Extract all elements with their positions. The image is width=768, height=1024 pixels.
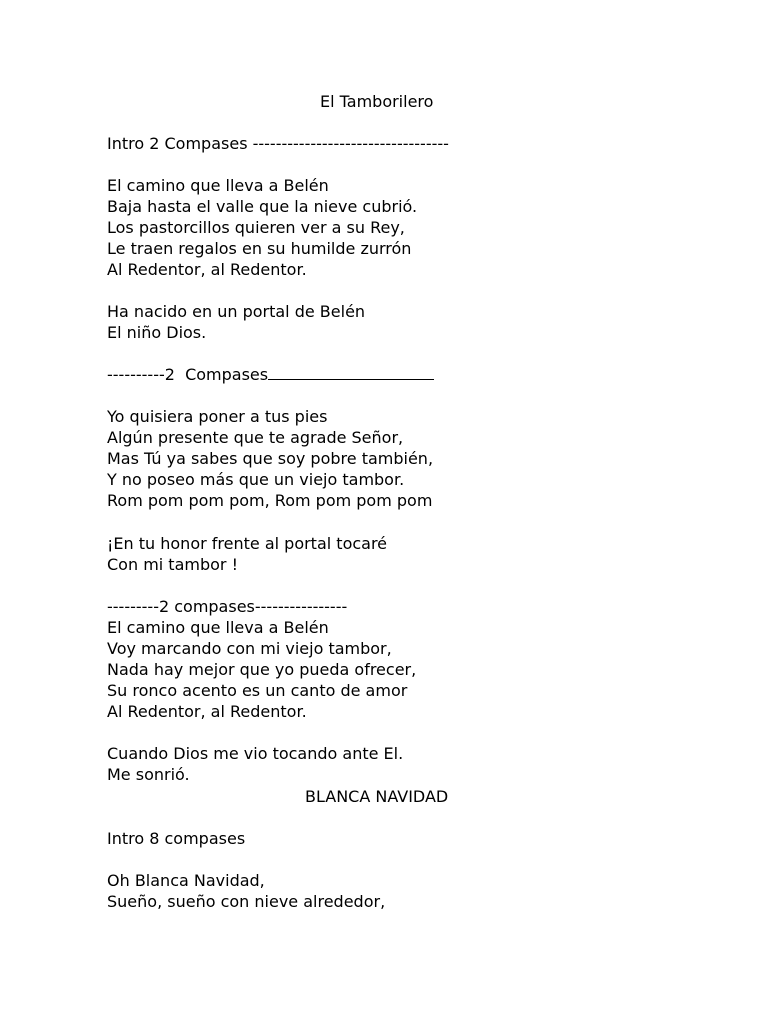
lyric-line: Mas Tú ya sabes que soy pobre también, (107, 449, 434, 468)
lyric-line: Su ronco acento es un canto de amor (107, 681, 408, 700)
lyric-line: Al Redentor, al Redentor. (107, 260, 307, 279)
lyric-line: ¡En tu honor frente al portal tocaré (107, 534, 388, 553)
lyric-line: Rom pom pom pom, Rom pom pom pom (107, 491, 433, 510)
intro-line: Intro 2 Compases ---------------------------------- (107, 134, 449, 153)
lyric-line: Con mi tambor ! (107, 555, 238, 574)
lyric-line: Y no poseo más que un viejo tambor. (107, 470, 405, 489)
lyric-line: El camino que lleva a Belén (107, 618, 329, 637)
lyric-line: El camino que lleva a Belén (107, 176, 329, 195)
song-title: BLANCA NAVIDAD (305, 787, 449, 806)
lyric-line: Los pastorcillos quieren ver a su Rey, (107, 218, 405, 237)
interlude-line (107, 364, 434, 385)
song-title: El Tamborilero (320, 92, 434, 111)
lyric-line: Sueño, sueño con nieve alrededor, (107, 892, 386, 911)
lyric-line: El niño Dios. (107, 323, 207, 342)
lyric-line: Algún presente que te agrade Señor, (107, 428, 404, 447)
underline-blank (268, 365, 434, 380)
interlude-text: ----------2 Compases (107, 365, 269, 384)
intro-line: Intro 8 compases (107, 829, 246, 848)
lyric-line: Le traen regalos en su humilde zurrón (107, 239, 412, 258)
lyric-line: Nada hay mejor que yo pueda ofrecer, (107, 660, 417, 679)
lyric-line: Cuando Dios me vio tocando ante El. (107, 744, 404, 763)
lyric-line: Al Redentor, al Redentor. (107, 702, 307, 721)
lyric-line: Yo quisiera poner a tus pies (107, 407, 328, 426)
lyric-line: Baja hasta el valle que la nieve cubrió. (107, 197, 418, 216)
lyric-line: Ha nacido en un portal de Belén (107, 302, 366, 321)
lyric-line: Voy marcando con mi viejo tambor, (107, 639, 392, 658)
interlude-line: ---------2 compases---------------- (107, 597, 348, 616)
lyric-line: Me sonrió. (107, 765, 190, 784)
lyric-line: Oh Blanca Navidad, (107, 871, 265, 890)
